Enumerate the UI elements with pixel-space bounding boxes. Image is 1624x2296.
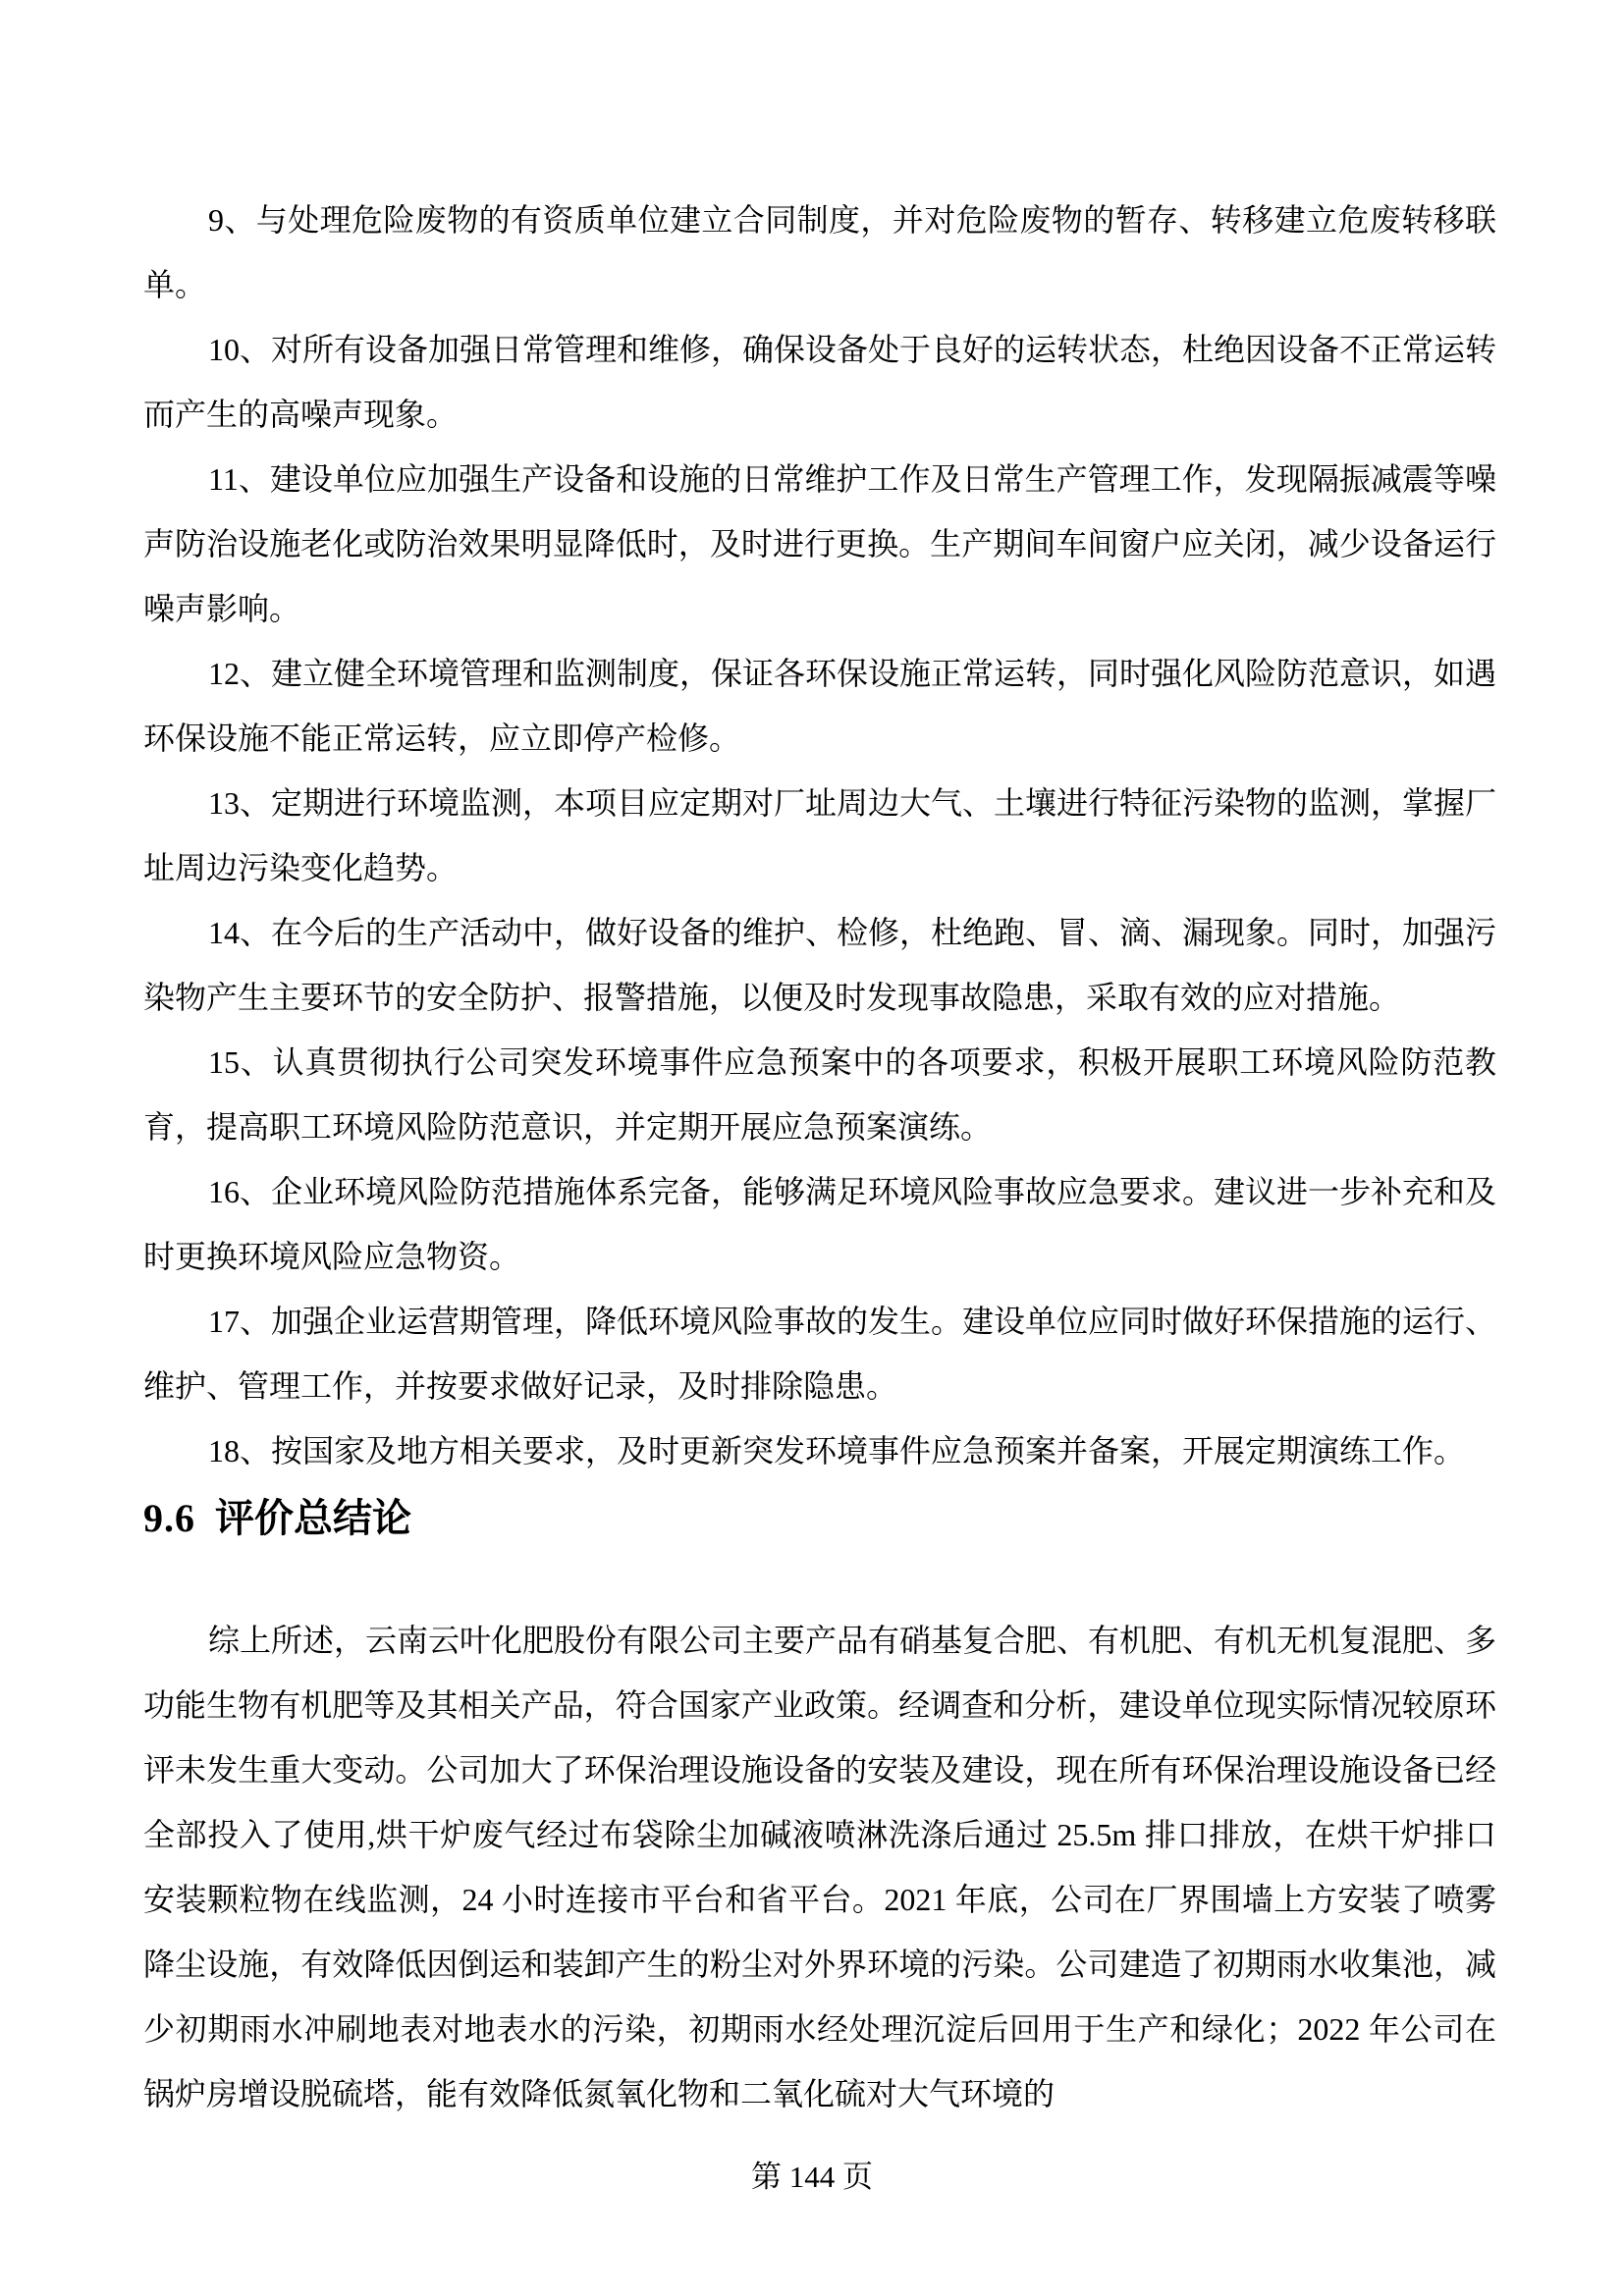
page-content xyxy=(143,187,1496,2126)
page-number-label: 第 144 页 xyxy=(751,2160,873,2194)
measure-paragraph-9: 9、与处理危险废物的有资质单位建立合同制度，并对危险废物的暂存、转移建立危废转移联单。 xyxy=(143,202,1496,302)
section-title: 评价总结论 xyxy=(215,1496,411,1540)
measure-paragraph-18: 18、按国家及地方相关要求，及时更新突发环境事件应急预案并备案，开展定期演练工作。 xyxy=(208,1433,1466,1468)
measure-paragraph-12: 12、建立健全环境管理和监测制度，保证各环保设施正常运转，同时强化风险防范意识，如遇环保设施不能正常运转，应立即停产检修。 xyxy=(143,656,1497,756)
page-footer xyxy=(0,2156,1624,2199)
measure-paragraph-11: 11、建设单位应加强生产设备和设施的日常维护工作及日常生产管理工作，发现隔振减震等噪声防治设施老化或防治效果明显降低时，及时进行更换。生产期间车间窗户应关闭，减少设备运行噪声影响。 xyxy=(143,461,1496,626)
measure-paragraph-15: 15、认真贯彻执行公司突发环境事件应急预案中的各项要求，积极开展职工环境风险防范教育，提高职工环境风险防范意识，并定期开展应急预案演练。 xyxy=(143,1044,1496,1145)
measure-paragraph-16: 16、企业环境风险防范措施体系完备，能够满足环境风险事故应急要求。建议进一步补充和及时更换环境风险应急物资。 xyxy=(143,1174,1497,1274)
summary-paragraph: 综上所述，云南云叶化肥股份有限公司主要产品有硝基复合肥、有机肥、有机无机复混肥、多功能生物有机肥等及其相关产品，符合国家产业政策。经调查和分析，建设单位现实际情况较原环评未发生重大变动。公司加大了环保治理设施设备的安装及建设，现在所有环保治理设施设备已经全部投入了使用,烘干炉废气经过布袋除尘加碱液喷淋洗涤后通过 25.5m 排口排放，在烘干炉排口安装颗粒物在线监测，24 小时连接市平台和省平台。2021 年底，公司在厂界围墙上方安装了喷雾降尘设施，有效降低因倒运和装卸产生的粉尘对外界环境的污染。公司建造了初期雨水收集池，减少初期雨水冲刷地表对地表水的污染，初期雨水经处理沉淀后回用于生产和绿化；2022 年公司在锅炉房增设脱硫塔，能有效降低氮氧化物和二氧化硫对大气环境的 xyxy=(143,1623,1497,2111)
measure-paragraph-13: 13、定期进行环境监测，本项目应定期对厂址周边大气、土壤进行特征污染物的监测，掌握厂址周边污染变化趋势。 xyxy=(143,785,1497,885)
measure-paragraph-14: 14、在今后的生产活动中，做好设备的维护、检修，杜绝跑、冒、滴、漏现象。同时，加强污染物产生主要环节的安全防护、报警措施，以便及时发现事故隐患，采取有效的应对措施。 xyxy=(143,915,1497,1015)
measure-paragraph-17: 17、加强企业运营期管理，降低环境风险事故的发生。建设单位应同时做好环保措施的运行、维护、管理工作，并按要求做好记录，及时排除隐患。 xyxy=(143,1304,1497,1404)
section-heading xyxy=(143,1488,1496,1549)
section-number: 9.6 xyxy=(143,1496,195,1540)
measure-paragraph-10: 10、对所有设备加强日常管理和维修，确保设备处于良好的运转状态，杜绝因设备不正常运转而产生的高噪声现象。 xyxy=(143,332,1497,432)
